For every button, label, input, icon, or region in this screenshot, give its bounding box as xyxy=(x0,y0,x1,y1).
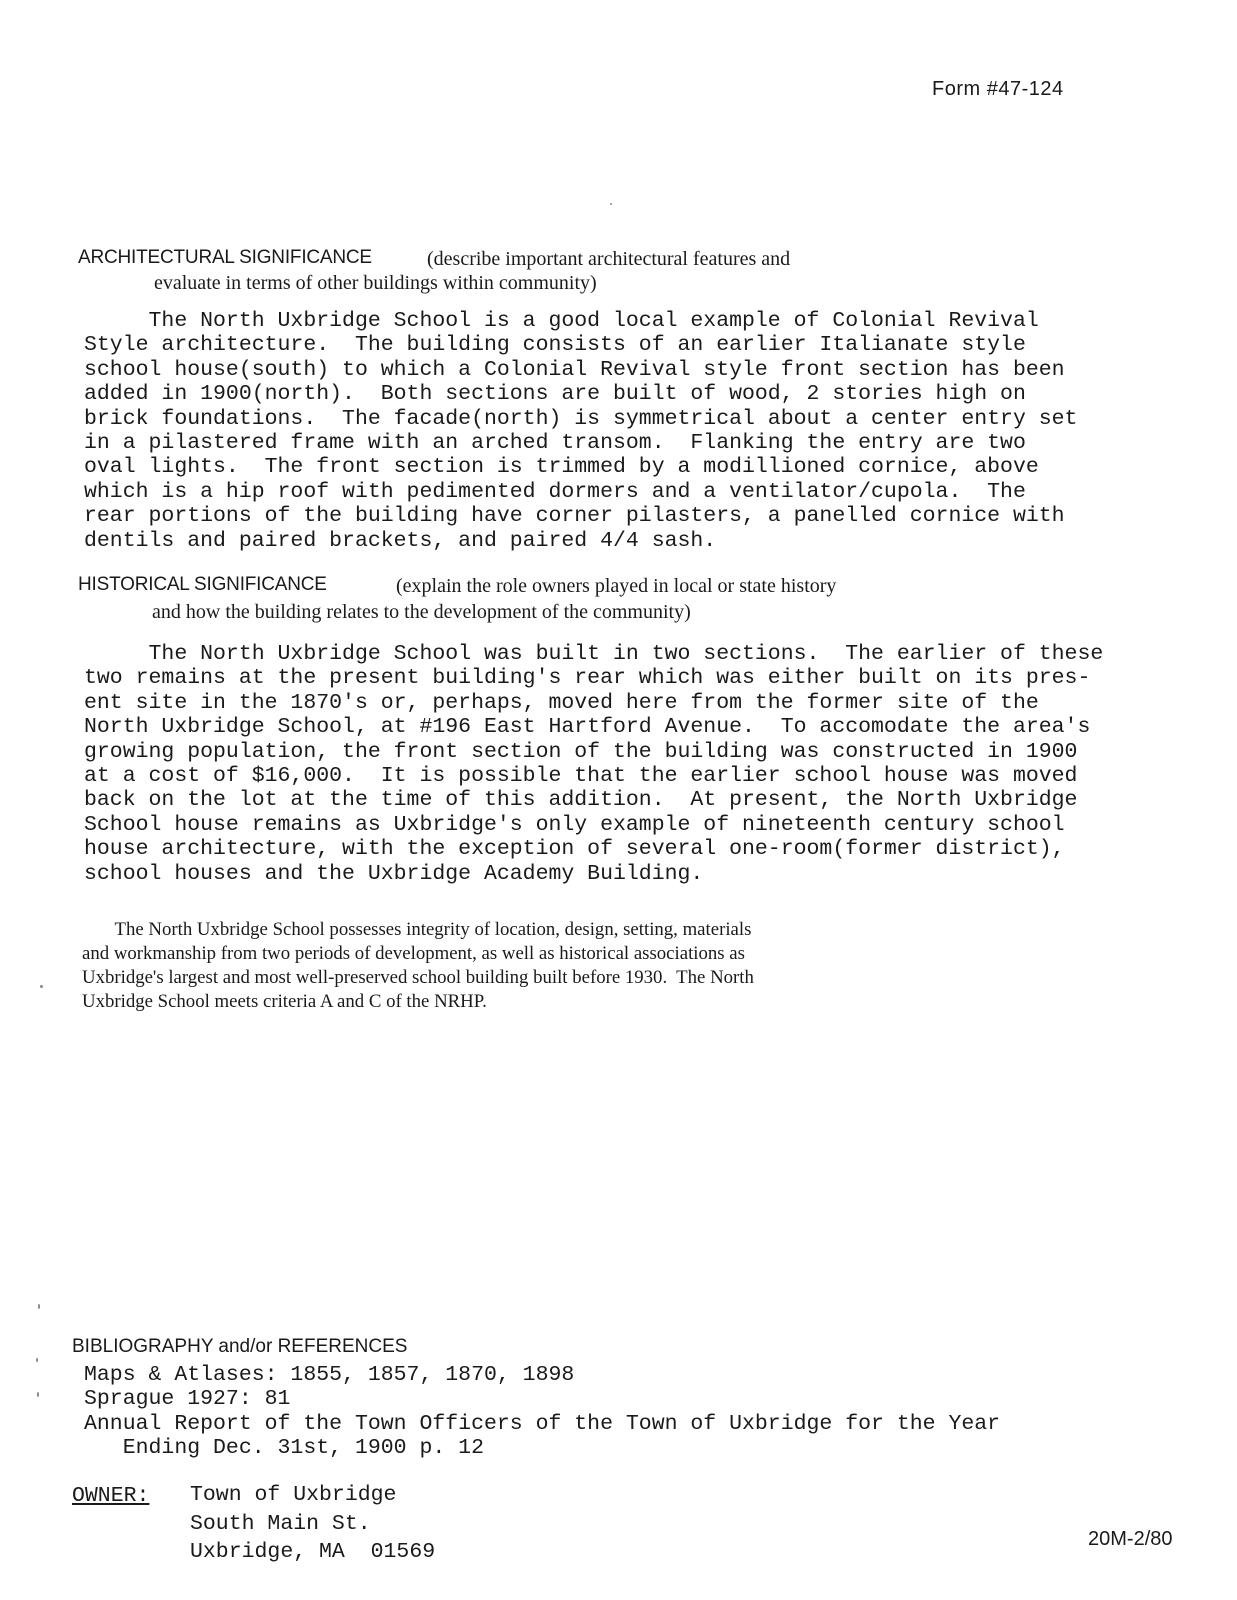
integrity-line: Uxbridge's largest and most well-preserved school building built before 1930. The North xyxy=(82,967,754,988)
historical-line: at a cost of $16,000. It is possible that the earlier school house was moved xyxy=(84,764,1078,789)
bibliography-entry: Ending Dec. 31st, 1900 p. 12 xyxy=(84,1436,484,1461)
bibliography-heading: BIBLIOGRAPHY and/or REFERENCES xyxy=(72,1336,408,1357)
historical-line: growing population, the front section of the building was constructed in 1900 xyxy=(84,739,1078,764)
owner-line: Uxbridge, MA 01569 xyxy=(190,1540,436,1564)
historical-line: School house remains as Uxbridge's only example of nineteenth century school xyxy=(84,812,1065,837)
architectural-line: The North Uxbridge School is a good local example of Colonial Revival xyxy=(84,309,1039,333)
scan-speck xyxy=(38,1304,40,1309)
bibliography-entry: Sprague 1927: 81 xyxy=(84,1387,291,1412)
owner-label: OWNER: xyxy=(72,1484,150,1508)
architectural-line: Style architecture. The building consists of an earlier Italianate style xyxy=(84,333,1026,358)
bibliography-entry: Maps & Atlases: 1855, 1857, 1870, 1898 xyxy=(84,1363,575,1387)
architectural-desc-line2: evaluate in terms of other buildings within community) xyxy=(154,272,597,294)
historical-body xyxy=(84,642,1103,886)
form-number: Form #47-124 xyxy=(932,78,1064,100)
historical-line: ent site in the 1870's or, perhaps, moved here from the former site of the xyxy=(84,690,1039,715)
historical-heading: HISTORICAL SIGNIFICANCE xyxy=(78,574,327,595)
architectural-desc-line1: (describe important architectural features and xyxy=(427,248,791,270)
architectural-heading: ARCHITECTURAL SIGNIFICANCE xyxy=(78,247,372,268)
owner-line: Town of Uxbridge xyxy=(190,1483,397,1507)
architectural-line: dentils and paired brackets, and paired 4/4 sash. xyxy=(84,528,717,553)
architectural-line: added in 1900(north). Both sections are built of wood, 2 stories high on xyxy=(84,382,1026,407)
historical-line: school houses and the Uxbridge Academy Building. xyxy=(84,861,704,886)
integrity-line: Uxbridge School meets criteria A and C of the NRHP. xyxy=(82,991,487,1012)
print-code: 20M-2/80 xyxy=(1088,1528,1173,1550)
historical-desc-line1: (explain the role owners played in local or state history xyxy=(396,575,837,597)
bibliography-entry: Annual Report of the Town Officers of the Town of Uxbridge for the Year xyxy=(84,1411,1001,1436)
owner-address xyxy=(190,1481,435,1567)
integrity-line: and workmanship from two periods of development, as well as historical associations as xyxy=(82,943,745,964)
scan-speck xyxy=(40,985,43,988)
historical-line: North Uxbridge School, at #196 East Hartford Avenue. To accomodate the area's xyxy=(84,715,1091,740)
historical-desc-line2: and how the building relates to the development of the community) xyxy=(152,601,691,623)
integrity-paragraph xyxy=(82,918,754,1014)
architectural-line: rear portions of the building have corner pilasters, a panelled cornice with xyxy=(84,504,1065,529)
historical-line: house architecture, with the exception of several one-room(former district), xyxy=(84,837,1065,862)
architectural-body xyxy=(84,309,1077,553)
architectural-line: in a pilastered frame with an arched transom. Flanking the entry are two xyxy=(84,431,1026,456)
architectural-line: which is a hip roof with pedimented dormers and a ventilator/cupola. The xyxy=(84,479,1026,504)
scan-speck xyxy=(37,1392,39,1397)
historical-line: back on the lot at the time of this addition. At present, the North Uxbridge xyxy=(84,788,1078,813)
architectural-line: brick foundations. The facade(north) is symmetrical about a center entry set xyxy=(84,406,1078,431)
bibliography-list xyxy=(84,1363,1000,1461)
scan-speck xyxy=(610,203,612,205)
historical-line: two remains at the present building's rear which was either built on its pres- xyxy=(84,666,1091,691)
owner-line: South Main St. xyxy=(190,1511,371,1536)
architectural-line: oval lights. The front section is trimmed by a modillioned cornice, above xyxy=(84,455,1039,480)
historical-line: The North Uxbridge School was built in two sections. The earlier of these xyxy=(84,642,1104,666)
architectural-line: school house(south) to which a Colonial Revival style front section has been xyxy=(84,357,1065,382)
integrity-line: The North Uxbridge School possesses integrity of location, design, setting, materials xyxy=(82,919,752,940)
scan-speck xyxy=(36,1358,38,1362)
